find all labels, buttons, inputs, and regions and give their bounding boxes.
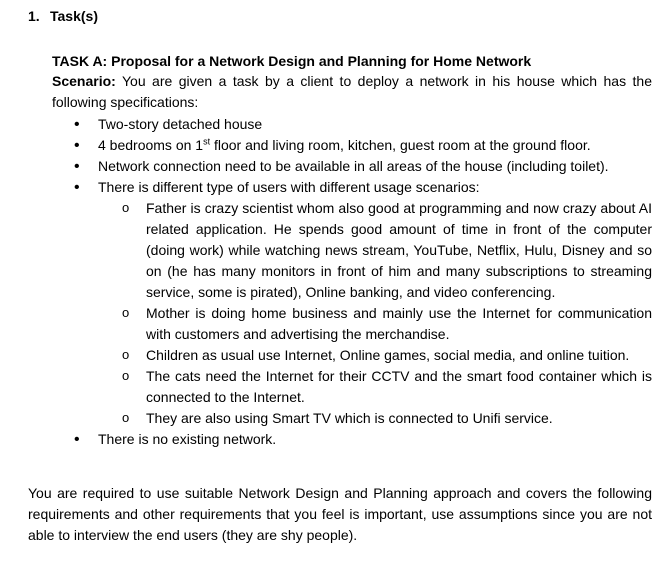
- user-mother: o Mother is doing home business and mainly use the Internet for communication with customers and advertising the merchandise.: [98, 303, 652, 345]
- spec-item-bedrooms: [52, 135, 652, 156]
- closing-paragraph: You are required to use suitable Network Design and Planning approach and covers the following requirements and other requirements that you feel is important, use assumptions since you are not able to interview the end users (they are shy people).: [28, 485, 652, 543]
- task-title: TASK A: Proposal for a Network Design and Planning for Home Network: [52, 53, 532, 69]
- spec-text: Network connection need to be available in all areas of the house (including toilet).: [98, 158, 609, 174]
- spec-text: There is different type of users with different usage scenarios:: [98, 179, 480, 195]
- section-title: Task(s): [50, 8, 98, 24]
- section-number: 1.: [28, 8, 40, 24]
- ordinal-suffix: st: [203, 136, 211, 147]
- user-children: o Children as usual use Internet, Online games, social media, and online tuition.: [98, 345, 652, 366]
- user-smart-tv: o They are also using Smart TV which is connected to Unifi service.: [98, 408, 652, 429]
- spec-text: floor and living room, kitchen, guest room at the ground floor.: [210, 137, 591, 153]
- scenario-paragraph: [52, 71, 652, 113]
- spec-text: Two-story detached house: [98, 116, 263, 132]
- user-cats: o The cats need the Internet for their CCTV and the smart food container which is connected to the Internet.: [98, 366, 652, 408]
- spec-item-users: [52, 177, 652, 429]
- scenario-text: You are given a task by a client to deploy a network in his house which has the following specifications:: [52, 73, 652, 110]
- spec-item-existing-network: [52, 429, 652, 450]
- spec-item-house: [52, 114, 652, 135]
- specification-list: [52, 114, 652, 450]
- user-scenario-list: [98, 198, 652, 429]
- scenario-label: Scenario:: [52, 73, 116, 89]
- spec-text: 4 bedrooms on 1: [98, 137, 204, 153]
- spec-item-connectivity: [52, 156, 652, 177]
- user-father: o Father is crazy scientist whom also good at programming and now crazy about AI related application. He spends good amount of time in front of the computer (doing work) while watching news stream, YouTube, Netflix, Hulu, Disney and so on (he has many monitors in front of him and many subscriptions to streaming service, some is pirated), Online banking, and video conferencing.: [98, 198, 652, 303]
- spec-text: There is no existing network.: [98, 431, 277, 447]
- section-heading: [28, 6, 98, 27]
